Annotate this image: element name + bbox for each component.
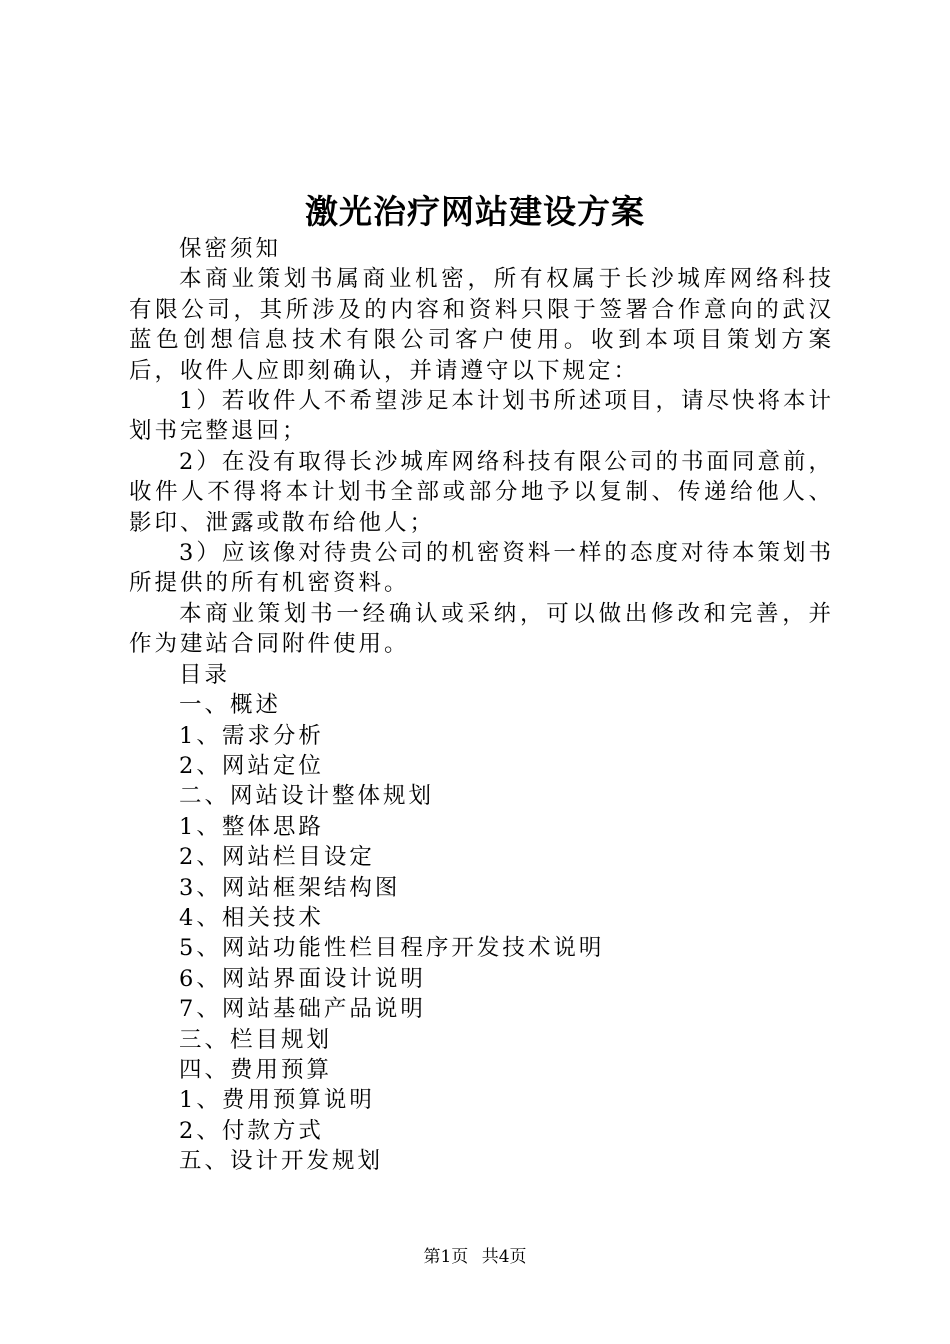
toc-item: 1、费用预算说明 — [179, 1087, 375, 1114]
document-body — [129, 234, 834, 1177]
table-of-contents — [129, 660, 834, 1177]
page-total: 共4页 — [481, 1247, 527, 1267]
rule-item-1: 1）若收件人不希望涉足本计划书所述项目，请尽快将本计划书完整退回； — [129, 388, 834, 445]
page-number: 第1页 — [423, 1247, 469, 1267]
rule-item-3: 3）应该像对待贵公司的机密资料一样的态度对待本策划书所提供的所有机密资料。 — [129, 540, 834, 597]
document-title: 激光治疗网站建设方案 — [305, 192, 645, 231]
body-paragraph: 本商业策划书一经确认或采纳，可以做出修改和完善，并作为建站合同附件使用。 — [129, 600, 834, 658]
toc-item: 五、设计开发规划 — [179, 1148, 384, 1175]
toc-item: 二、网站设计整体规划 — [179, 783, 435, 810]
toc-item: 5、网站功能性栏目程序开发技术说明 — [179, 935, 605, 962]
toc-item: 7、网站基础产品说明 — [179, 996, 426, 1023]
body-paragraph: 本商业策划书属商业机密，所有权属于长沙城库网络科技有限公司，其所涉及的内容和资料只限于签署合作意向的武汉蓝色创想信息技术有限公司客户使用。收到本项目策划方案后，收件人应即刻确认，并请遵守以下规定： — [129, 266, 834, 384]
toc-item: 三、栏目规划 — [179, 1026, 333, 1053]
toc-item: 一、概述 — [179, 692, 282, 719]
toc-item: 1、需求分析 — [179, 722, 324, 749]
toc-item: 四、费用预算 — [179, 1056, 333, 1083]
toc-item: 3、网站框架结构图 — [179, 874, 401, 901]
toc-item: 2、付款方式 — [179, 1117, 324, 1144]
toc-item: 4、相关技术 — [179, 904, 324, 931]
confidentiality-heading: 保密须知 — [179, 236, 282, 262]
toc-item: 2、网站定位 — [179, 752, 324, 779]
toc-item: 2、网站栏目设定 — [179, 844, 375, 871]
toc-item: 6、网站界面设计说明 — [179, 965, 426, 992]
page-footer — [0, 1242, 950, 1267]
rule-item-2: 2）在没有取得长沙城库网络科技有限公司的书面同意前，收件人不得将本计划书全部或部分地予以复制、传递给他人、影印、泄露或散布给他人； — [129, 448, 834, 536]
toc-item: 1、整体思路 — [179, 813, 324, 840]
toc-heading: 目录 — [179, 661, 231, 688]
